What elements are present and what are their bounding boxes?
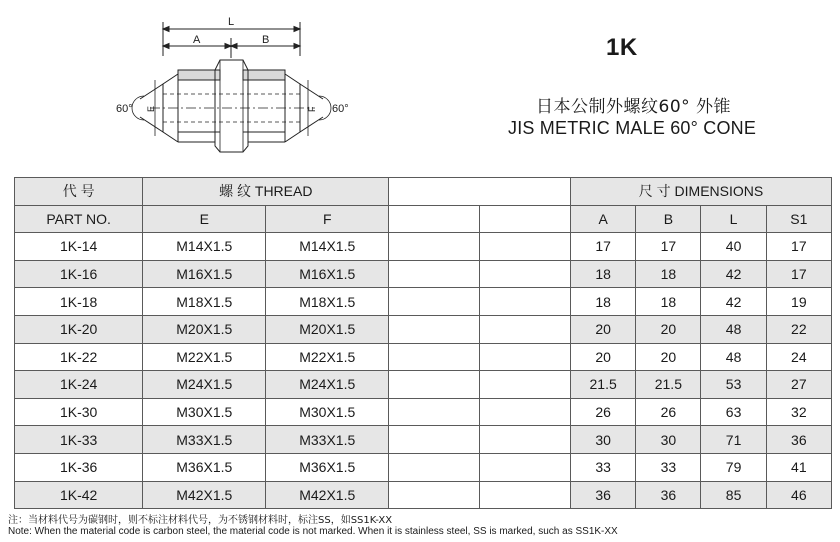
product-code: 1K [606,34,638,61]
dim-f-label: F [307,106,317,112]
cell-thread-e: M20X1.5 [143,315,266,343]
cell-dim-s1: 17 [766,260,831,288]
cell-dim-s1: 27 [766,371,831,399]
cell-thread-f: M14X1.5 [266,233,389,261]
note-english: Note: When the material code is carbon steel, the material code is not marked. When it is stainless steel, SS is marked, such as SS1K-XX [8,526,618,537]
header-row-1 [15,178,832,206]
cell-dim-b: 21.5 [636,371,701,399]
header-dimensions: 尺 寸 DIMENSIONS [571,178,832,206]
cell-blank [480,453,571,481]
cell-thread-e: M42X1.5 [143,481,266,509]
header-blank-top [389,178,571,206]
title-english: JIS METRIC MALE 60° CONE [508,118,757,138]
cell-blank [480,288,571,316]
header-blank-b [480,205,571,233]
cell-thread-f: M22X1.5 [266,343,389,371]
cell-blank [389,481,480,509]
cell-dim-a: 17 [571,233,636,261]
table-row [15,371,832,399]
header-part-no: PART NO. [15,205,143,233]
cell-dim-l: 53 [701,371,766,399]
cell-thread-f: M20X1.5 [266,315,389,343]
cell-thread-e: M30X1.5 [143,398,266,426]
table-row [15,233,832,261]
cell-dim-b: 36 [636,481,701,509]
cell-dim-b: 20 [636,315,701,343]
cell-blank [389,315,480,343]
cell-thread-e: M36X1.5 [143,453,266,481]
cell-thread-f: M42X1.5 [266,481,389,509]
cell-dim-s1: 24 [766,343,831,371]
cell-thread-f: M36X1.5 [266,453,389,481]
cell-blank [389,371,480,399]
cell-dim-l: 79 [701,453,766,481]
cell-blank [480,343,571,371]
cell-part-no: 1K-20 [15,315,143,343]
cell-dim-a: 30 [571,426,636,454]
cell-part-no: 1K-30 [15,398,143,426]
cell-dim-s1: 41 [766,453,831,481]
cell-dim-l: 63 [701,398,766,426]
cell-dim-l: 85 [701,481,766,509]
cell-part-no: 1K-36 [15,453,143,481]
dim-b-label: B [262,34,270,46]
cell-thread-f: M16X1.5 [266,260,389,288]
cell-dim-l: 42 [701,288,766,316]
header-col-e: E [143,205,266,233]
note-chinese: 注：当材料代号为碳钢时，则不标注材料代号，为不锈钢材料时，标注SS，如SS1K-XX [8,515,393,526]
cell-part-no: 1K-24 [15,371,143,399]
cell-dim-a: 21.5 [571,371,636,399]
header-col-s1: S1 [766,205,831,233]
cell-dim-a: 33 [571,453,636,481]
cell-part-no: 1K-18 [15,288,143,316]
cell-part-no: 1K-16 [15,260,143,288]
cell-thread-f: M30X1.5 [266,398,389,426]
cell-blank [389,453,480,481]
cell-dim-a: 20 [571,315,636,343]
cell-part-no: 1K-14 [15,233,143,261]
table-row [15,426,832,454]
cell-dim-b: 26 [636,398,701,426]
cell-dim-a: 36 [571,481,636,509]
cell-dim-a: 26 [571,398,636,426]
cell-thread-e: M16X1.5 [143,260,266,288]
cell-blank [480,315,571,343]
cell-blank [389,426,480,454]
fitting-drawing [110,14,360,164]
cell-dim-b: 17 [636,233,701,261]
angle-left-label: 60° [116,103,133,115]
header-col-b: B [636,205,701,233]
cell-dim-s1: 32 [766,398,831,426]
cell-thread-e: M24X1.5 [143,371,266,399]
cell-dim-l: 71 [701,426,766,454]
cell-dim-s1: 46 [766,481,831,509]
cell-part-no: 1K-33 [15,426,143,454]
cell-blank [389,260,480,288]
cell-thread-e: M18X1.5 [143,288,266,316]
cell-dim-b: 18 [636,260,701,288]
cell-part-no: 1K-42 [15,481,143,509]
cell-dim-a: 18 [571,288,636,316]
cell-thread-f: M24X1.5 [266,371,389,399]
cell-dim-a: 18 [571,260,636,288]
table-row [15,315,832,343]
table-row [15,453,832,481]
cell-dim-s1: 22 [766,315,831,343]
cell-dim-b: 33 [636,453,701,481]
header-col-l: L [701,205,766,233]
header-col-f: F [266,205,389,233]
cell-thread-e: M14X1.5 [143,233,266,261]
cell-part-no: 1K-22 [15,343,143,371]
cell-dim-l: 40 [701,233,766,261]
header-thread: 螺 纹 THREAD [143,178,389,206]
header-code-cn: 代 号 [15,178,143,206]
dim-l-label: L [228,16,235,28]
cell-blank [480,426,571,454]
cell-thread-f: M33X1.5 [266,426,389,454]
header-row-2 [15,205,832,233]
dim-e-label: E [146,105,156,112]
cell-dim-l: 48 [701,343,766,371]
cell-dim-b: 20 [636,343,701,371]
cell-blank [480,481,571,509]
cell-thread-f: M18X1.5 [266,288,389,316]
cell-blank [480,260,571,288]
table-row [15,288,832,316]
cell-dim-s1: 19 [766,288,831,316]
cell-dim-b: 18 [636,288,701,316]
cell-blank [389,233,480,261]
header-col-a: A [571,205,636,233]
cell-dim-l: 42 [701,260,766,288]
cell-dim-s1: 17 [766,233,831,261]
table-row [15,398,832,426]
cell-dim-s1: 36 [766,426,831,454]
header-blank-a [389,205,480,233]
table-row [15,343,832,371]
title-chinese: 日本公制外螺纹60° 外锥 [536,97,732,117]
cell-blank [389,343,480,371]
table-row [15,481,832,509]
cell-blank [480,233,571,261]
cell-thread-e: M33X1.5 [143,426,266,454]
cell-blank [389,398,480,426]
spec-table [14,177,832,509]
dim-a-label: A [193,34,201,46]
cell-blank [480,398,571,426]
table-row [15,260,832,288]
cell-blank [389,288,480,316]
cell-dim-b: 30 [636,426,701,454]
cell-dim-l: 48 [701,315,766,343]
cell-thread-e: M22X1.5 [143,343,266,371]
cell-blank [480,371,571,399]
angle-right-label: 60° [332,103,349,115]
cell-dim-a: 20 [571,343,636,371]
